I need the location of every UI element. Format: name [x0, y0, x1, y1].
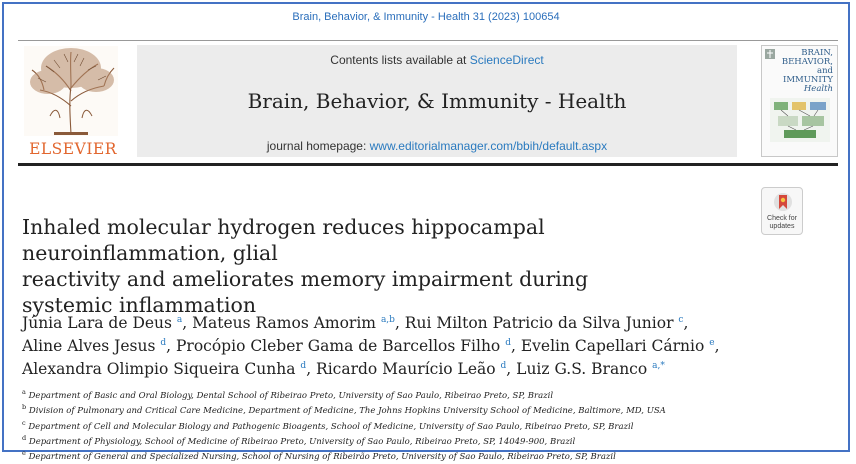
- affiliation-key: e: [22, 449, 26, 458]
- author[interactable]: [22, 314, 192, 332]
- affiliation-list: [22, 387, 832, 464]
- cover-diagram-icon: [770, 98, 830, 142]
- check-for-updates-button[interactable]: [761, 187, 803, 235]
- author-name: Rui Milton Patricio da Silva Junior: [404, 314, 674, 333]
- cover-title: [771, 49, 833, 94]
- author[interactable]: [521, 337, 720, 355]
- homepage-link[interactable]: www.editorialmanager.com/bbih/default.aspx: [369, 139, 608, 153]
- affiliation: [22, 448, 832, 463]
- journal-title: Brain, Behavior, & Immunity - Health: [247, 89, 627, 113]
- author-separator: ,: [510, 337, 521, 356]
- author[interactable]: [192, 314, 405, 332]
- article-title-line-3: systemic inflammation: [22, 293, 257, 317]
- header-divider: [18, 163, 838, 166]
- author-line: [22, 356, 742, 379]
- author-separator: ,: [683, 314, 689, 333]
- author-affiliation-ref[interactable]: a,b: [380, 315, 395, 325]
- check-label-line-1: Check for: [767, 215, 797, 222]
- author[interactable]: [516, 360, 665, 378]
- article-title-line-2: reactivity and ameliorates memory impairment during: [22, 267, 589, 291]
- journal-cover[interactable]: [761, 45, 838, 157]
- author-separator: ,: [306, 360, 317, 379]
- affiliation: [22, 433, 832, 448]
- affiliation-text: Department of General and Specialized Nursing, School of Nursing of Ribeirão Preto, University of Sao Paulo, Ribeirao Preto, SP, Brazil: [28, 452, 616, 463]
- author-affiliation-ref[interactable]: d: [500, 361, 507, 372]
- journal-citation[interactable]: Brain, Behavior, & Immunity - Health 31 (2023) 100654: [292, 11, 560, 23]
- author-list: [22, 310, 742, 379]
- elsevier-tree-icon: [24, 46, 118, 136]
- article-title-line-1: Inhaled molecular hydrogen reduces hippocampal neuroinflammation, glial: [22, 215, 545, 265]
- affiliation-key: a: [22, 388, 26, 396]
- page-frame: [2, 2, 850, 463]
- publisher-name: ELSEVIER: [29, 140, 117, 158]
- author-affiliation-ref[interactable]: a: [176, 315, 183, 325]
- check-label-line-2: updates: [769, 223, 795, 230]
- article-title: [22, 214, 752, 318]
- author[interactable]: [405, 314, 689, 332]
- homepage-prefix: journal homepage:: [266, 139, 370, 153]
- author-line: [22, 310, 742, 333]
- affiliation: [22, 387, 832, 402]
- author-affiliation-ref[interactable]: e: [709, 338, 715, 349]
- top-divider: [18, 40, 838, 41]
- author-affiliation-ref[interactable]: c: [678, 315, 684, 325]
- elsevier-logo[interactable]: [18, 44, 128, 162]
- affiliation-text: Department of Cell and Molecular Biology and Pathogenic Bioagents, School of Medicine, University of Sao Paulo, Ribeirao Preto, SP, Brazil: [28, 421, 634, 432]
- affiliation-key: b: [22, 403, 27, 412]
- bookmark-check-icon: [773, 192, 793, 214]
- author-separator: ,: [166, 337, 176, 356]
- author-separator: ,: [394, 314, 405, 333]
- author-name: Ricardo Maurício Leão: [316, 360, 496, 379]
- author[interactable]: [22, 337, 176, 355]
- contents-prefix: Contents lists available at: [330, 53, 470, 67]
- author-name: Mateus Ramos Amorim: [192, 314, 376, 333]
- journal-banner: [137, 45, 737, 157]
- author-name: Aline Alves Jesus: [22, 337, 156, 356]
- author-separator: ,: [506, 360, 517, 379]
- author[interactable]: [176, 337, 521, 355]
- affiliation-text: Department of Physiology, School of Medicine of Ribeirao Preto, University of Sao Paulo, Ribeirao Preto, SP, 14049-900, Brazil: [28, 436, 576, 447]
- author-name: Procópio Cleber Gama de Barcellos Filho: [176, 337, 501, 356]
- author[interactable]: [316, 360, 516, 378]
- affiliation-text: Division of Pulmonary and Critical Care Medicine, Department of Medicine, The Johns Hopkins University School of Medicine, Baltimore, MD, USA: [28, 406, 666, 417]
- author-affiliation-ref[interactable]: d: [160, 338, 167, 349]
- homepage-line: [137, 139, 737, 153]
- author-name: Luiz G.S. Branco: [516, 360, 648, 379]
- affiliation-text: Department of Basic and Oral Biology, Dental School of Ribeirao Preto, University of Sao Paulo, Ribeirao Preto, SP, Brazil: [28, 390, 554, 401]
- author-affiliation-ref[interactable]: a,*: [652, 361, 665, 372]
- author-name: Júnia Lara de Deus: [22, 314, 172, 333]
- cover-line-1: BRAIN,: [801, 48, 833, 58]
- cover-line-4: Health: [803, 84, 833, 94]
- affiliation: [22, 418, 832, 433]
- affiliation-key: d: [22, 433, 27, 442]
- contents-line: [137, 53, 737, 67]
- author-affiliation-ref[interactable]: d: [300, 361, 307, 372]
- author-line: [22, 333, 742, 356]
- sciencedirect-link[interactable]: ScienceDirect: [469, 53, 544, 67]
- author[interactable]: [22, 360, 316, 378]
- affiliation-key: c: [22, 418, 26, 427]
- author-separator: ,: [714, 337, 720, 356]
- check-for-updates-label: [762, 215, 802, 231]
- author-name: Alexandra Olimpio Siqueira Cunha: [22, 360, 296, 379]
- cover-line-3: and IMMUNITY: [782, 66, 833, 85]
- author-separator: ,: [182, 314, 193, 333]
- cover-line-2: BEHAVIOR,: [781, 57, 833, 67]
- author-name: Evelin Capellari Cárnio: [520, 337, 705, 356]
- affiliation: [22, 402, 832, 417]
- author-affiliation-ref[interactable]: d: [505, 338, 511, 349]
